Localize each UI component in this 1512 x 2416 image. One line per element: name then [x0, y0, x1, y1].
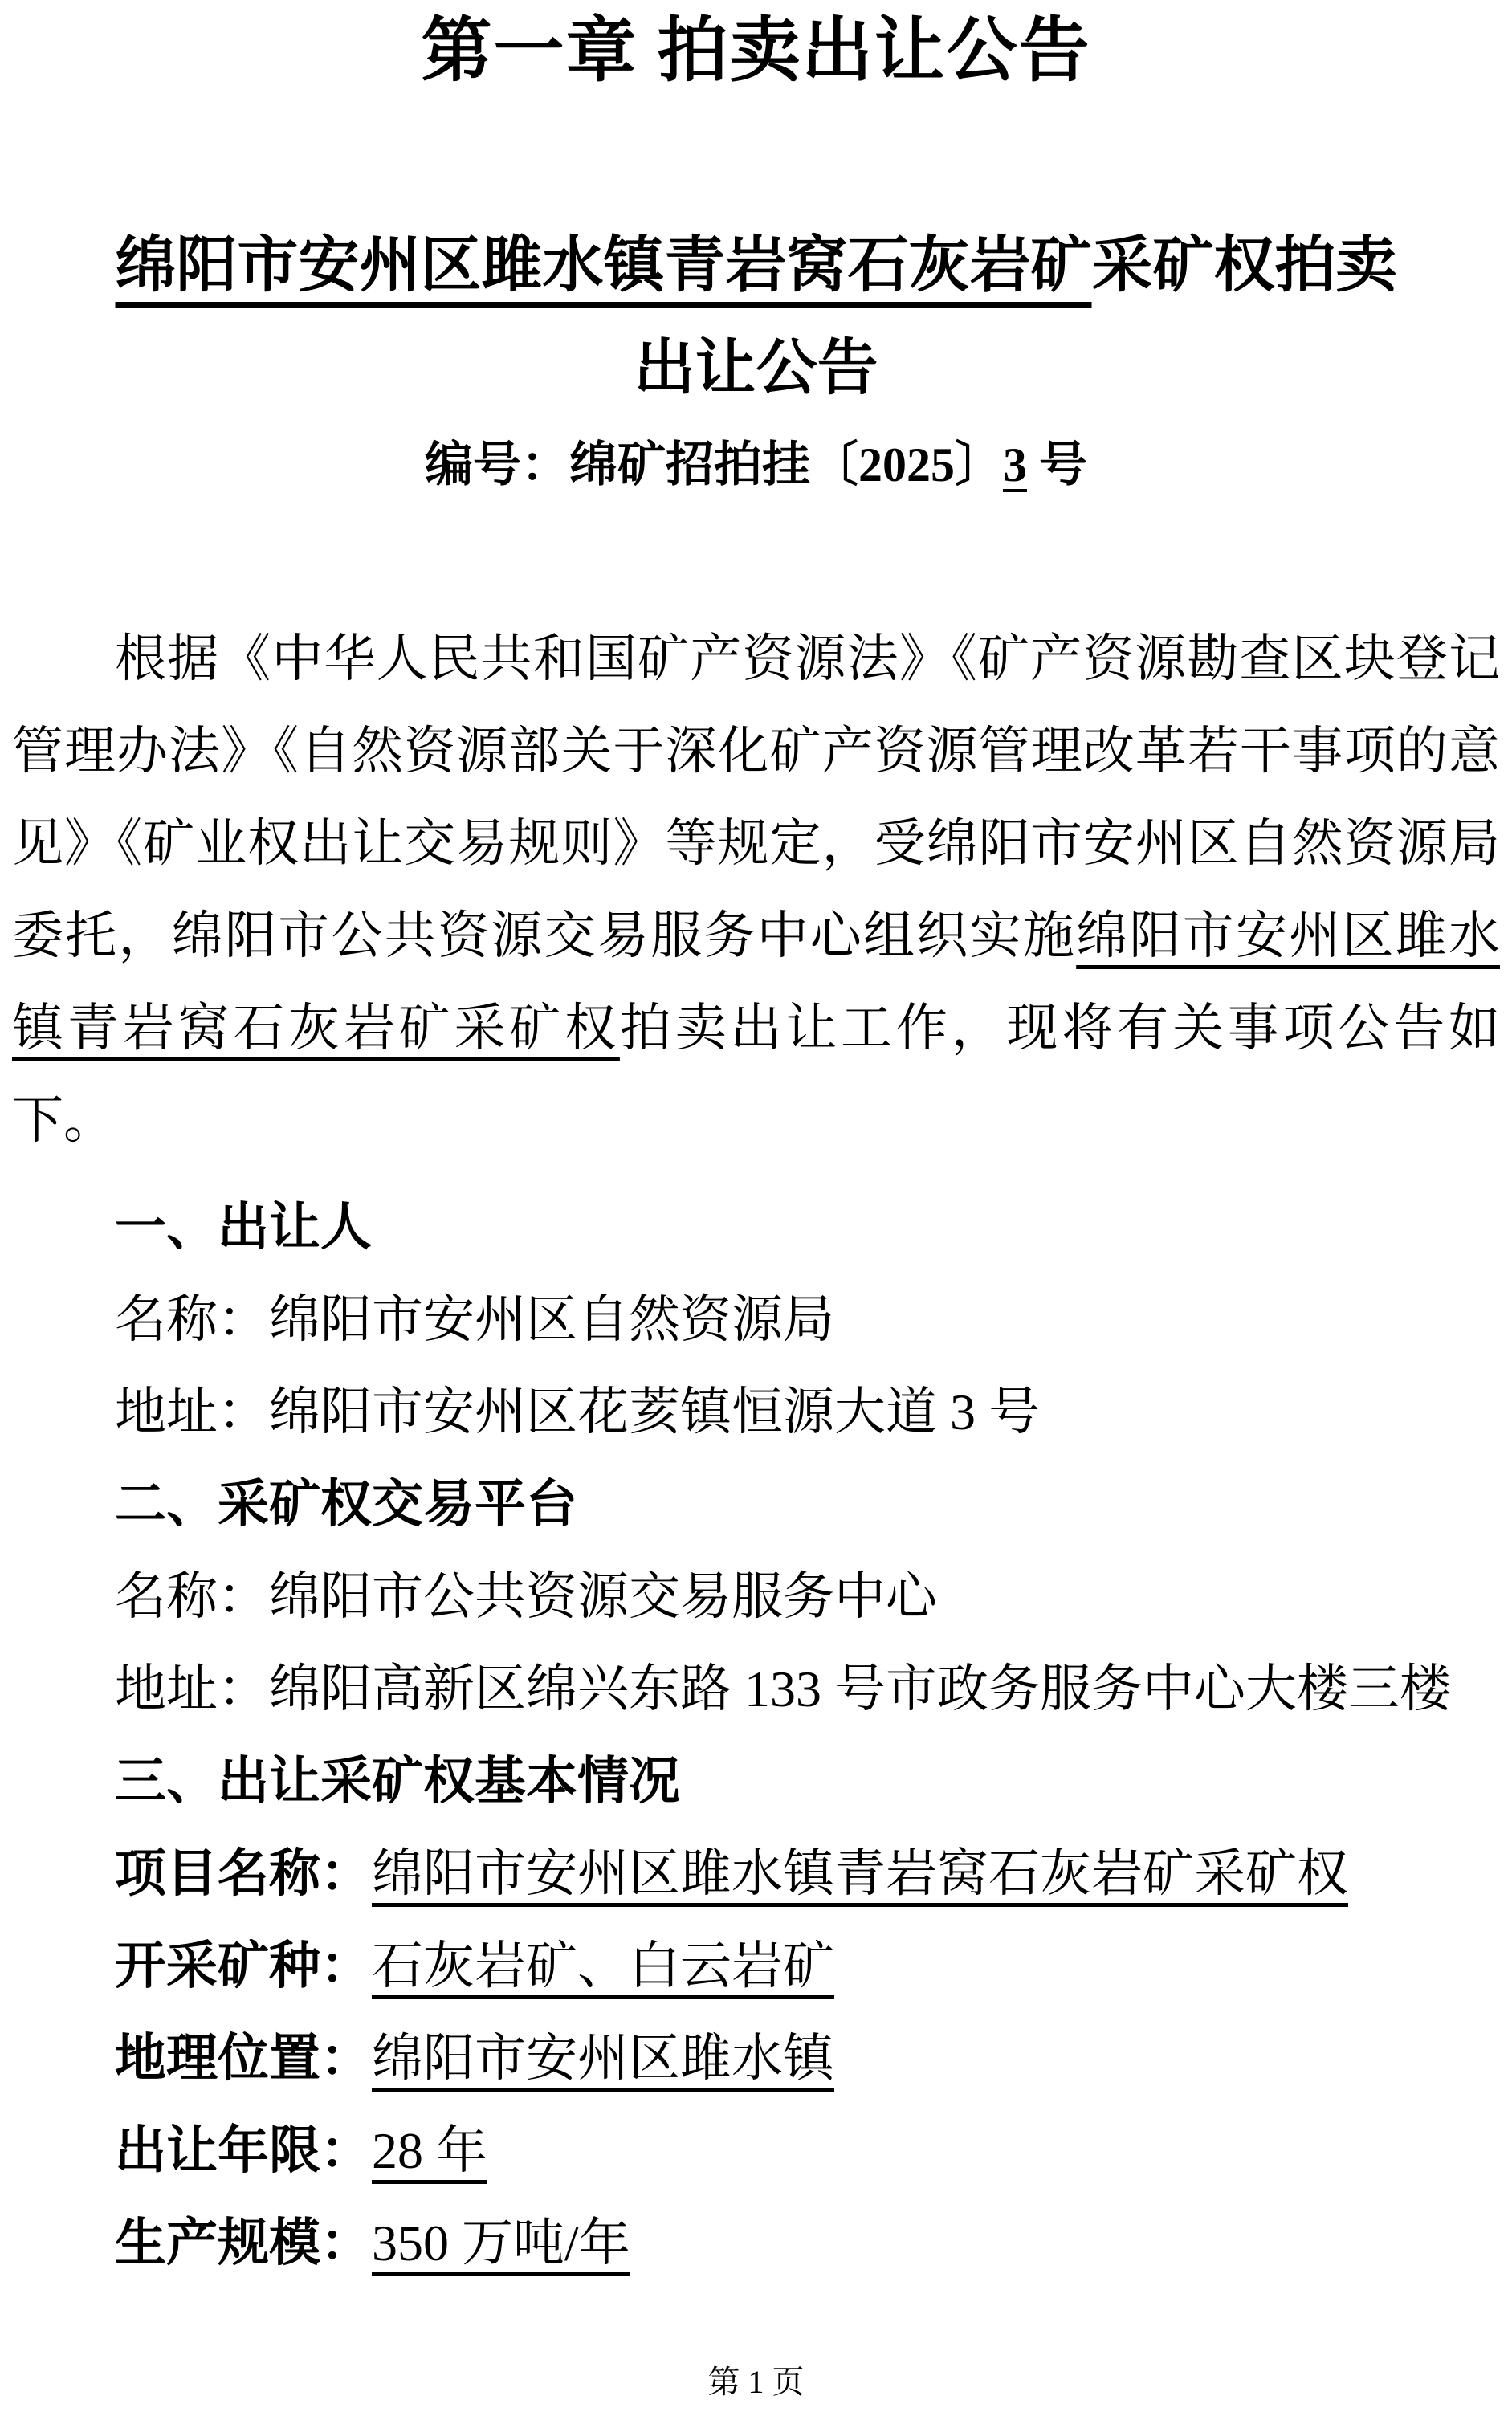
section-heading: 一、出让人	[115, 1198, 372, 1256]
field-label: 出让年限：	[115, 2122, 372, 2179]
doc-number-value: 3	[1003, 438, 1027, 491]
field-label: 项目名称：	[115, 1845, 372, 1902]
field-row-production-scale	[12, 2197, 1500, 2289]
field-value: 绵阳市安州区雎水镇	[372, 2030, 834, 2087]
field-value: 350 万吨/年	[372, 2214, 630, 2271]
section-trading-platform	[12, 1458, 1500, 1735]
intro-paragraph	[12, 613, 1500, 1167]
page-number: 第 1 页	[707, 2364, 805, 2400]
subtitle-rest-text: 采矿权拍卖	[1091, 231, 1397, 299]
intro-part1: 根据《中华人民共和国矿产资源法》《矿产资源勘查区块登记管理办法》《自然资源部关于深化矿产资源管理改革若干事项的意见》《矿业权出让交易规则》等规定，受绵阳市安州区自然资源局委托，绵阳市公共资源交易服务中心组织实施	[12, 630, 1500, 964]
page-title: 第一章 拍卖出让公告	[421, 13, 1091, 91]
section-heading: 二、采矿权交易平台	[115, 1475, 577, 1533]
field-label: 开采矿种：	[115, 1937, 372, 1994]
section-heading: 三、出让采矿权基本情况	[115, 1752, 680, 1810]
platform-address-line: 地址：绵阳高新区绵兴东路 133 号市政务服务中心大楼三楼	[115, 1660, 1451, 1717]
subtitle-line2: 出让公告	[634, 334, 878, 402]
doc-number-suffix: 号	[1027, 438, 1087, 491]
transferor-address-line: 地址：绵阳市安州区花荄镇恒源大道 3 号	[115, 1383, 1040, 1440]
field-label: 地理位置：	[115, 2030, 372, 2087]
subtitle-line1	[12, 214, 1500, 317]
field-row-location	[12, 2012, 1500, 2104]
field-value: 绵阳市安州区雎水镇青岩窝石灰岩矿采矿权	[372, 1845, 1348, 1902]
field-label: 生产规模：	[115, 2214, 372, 2271]
section-transferor	[12, 1181, 1500, 1458]
doc-subtitle	[12, 214, 1500, 420]
field-row-transfer-term	[12, 2104, 1500, 2197]
intro-underlined-phrase: 绵阳市安州区雎水镇青岩窝石灰岩矿采矿权	[12, 907, 1501, 1057]
page-footer	[0, 2365, 1512, 2400]
field-row-project-name	[12, 1827, 1500, 1920]
doc-number-prefix: 编号：绵矿招拍挂〔2025〕	[425, 438, 1003, 491]
intro-part2: 拍卖出让工作，现将有关事项公告如下。	[12, 1000, 1501, 1149]
section-basic-info	[12, 1735, 1500, 2289]
platform-name-line: 名称：绵阳市公共资源交易服务中心	[115, 1568, 937, 1625]
subtitle-underlined-text: 绵阳市安州区雎水镇青岩窝石灰岩矿	[115, 231, 1092, 299]
field-row-mineral-type	[12, 1920, 1500, 2012]
field-value: 28 年	[372, 2122, 487, 2179]
doc-number-line	[12, 428, 1500, 502]
sections	[12, 1181, 1500, 2289]
transferor-name-line: 名称：绵阳市安州区自然资源局	[115, 1291, 834, 1348]
field-value: 石灰岩矿、白云岩矿	[372, 1937, 834, 1994]
